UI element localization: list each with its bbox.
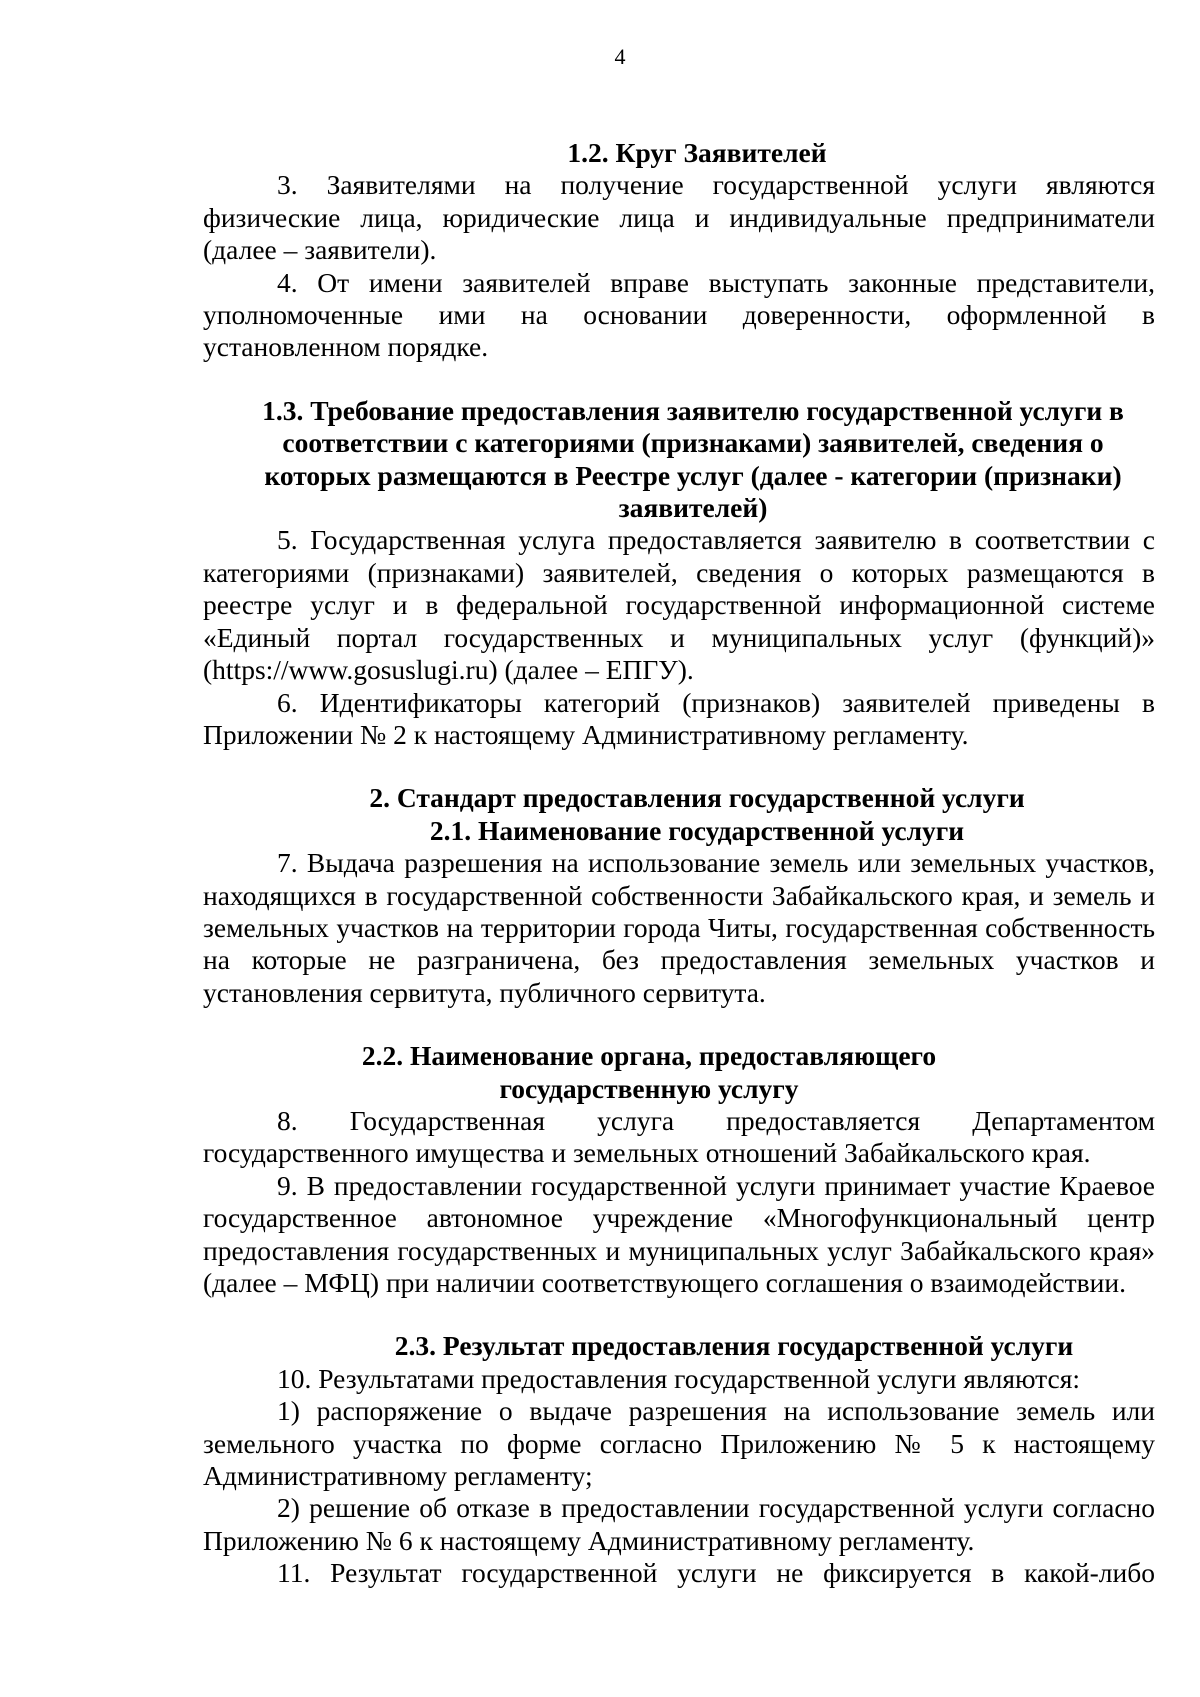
section-heading: 1.3. Требование предоставления заявителю государственной услуги в соответствии с категориями (признаками) заявителей, сведения о которых размещаются в Реестре услуг (далее - категории (признаки) заявителей)	[262, 394, 1124, 524]
section-applicants	[203, 137, 1155, 364]
section-authority	[203, 1040, 1155, 1299]
paragraph: 11. Результат государственной услуги не фиксируется в какой-либо	[277, 1557, 1155, 1589]
paragraph: 2) решение об отказе в предоставлении государственной услуги согласно Приложению № 6 к настоящему Административному регламенту.	[203, 1492, 1155, 1556]
paragraph: 3. Заявителями на получение государственной услуги являются физические лица, юридические лица и индивидуальные предприниматели (далее – заявители).	[203, 169, 1155, 266]
section-heading-continued: государственную услугу	[499, 1072, 799, 1104]
section-heading: 1.2. Круг Заявителей	[567, 137, 827, 168]
subsection-heading: 2.1. Наименование государственной услуги	[429, 814, 965, 846]
paragraph: 10. Результатами предоставления государственной услуги являются:	[277, 1362, 1081, 1394]
paragraph: 6. Идентификаторы категорий (признаков) заявителей приведены в Приложении № 2 к настоящему Административному регламенту.	[203, 686, 1155, 750]
section-standard	[203, 782, 1155, 1009]
paragraph: 1) распоряжение о выдаче разрешения на использование земель или земельного участка по форме согласно Приложению № 5 к настоящему Административному регламенту;	[203, 1395, 1155, 1492]
section-requirement	[203, 395, 1155, 751]
section-result	[203, 1330, 1155, 1589]
page-number: 4	[614, 44, 626, 69]
paragraph: 7. Выдача разрешения на использование земель или земельных участков, находящихся в государственной собственности Забайкальского края, и земель и земельных участков на территории города Читы, государственная собственность на которые не разграничена, без предоставления земельных участков и установления сервитута, публичного сервитута.	[203, 847, 1155, 1008]
section-heading: 2.3. Результат предоставления государственной услуги	[394, 1330, 1074, 1362]
paragraph: 9. В предоставлении государственной услуги принимает участие Краевое государственное автономное учреждение «Многофункциональный центр предоставления государственных и муниципальных услуг Забайкальского края» (далее – МФЦ) при наличии соответствующего соглашения о взаимодействии.	[203, 1169, 1155, 1298]
paragraph: 8. Государственная услуга предоставляется Департаментом государственного имущества и земельных отношений Забайкальского края.	[203, 1104, 1155, 1169]
paragraph: 4. От имени заявителей вправе выступать законные представители, уполномоченные ими на основании доверенности, оформленной в установленном порядке.	[203, 266, 1155, 363]
section-heading: 2. Стандарт предоставления государственной услуги	[369, 782, 1025, 814]
document-body	[203, 137, 1155, 1590]
section-heading: 2.2. Наименование органа, предоставляющего	[361, 1040, 937, 1072]
paragraph: 5. Государственная услуга предоставляется заявителю в соответствии с категориями (признаками) заявителей, сведения о которых размещаются в реестре услуг и в федеральной государственной информационной системе «Единый портал государственных и муниципальных услуг (функций)» (https://www.gosuslugi.ru) (далее – ЕПГУ).	[203, 524, 1155, 686]
